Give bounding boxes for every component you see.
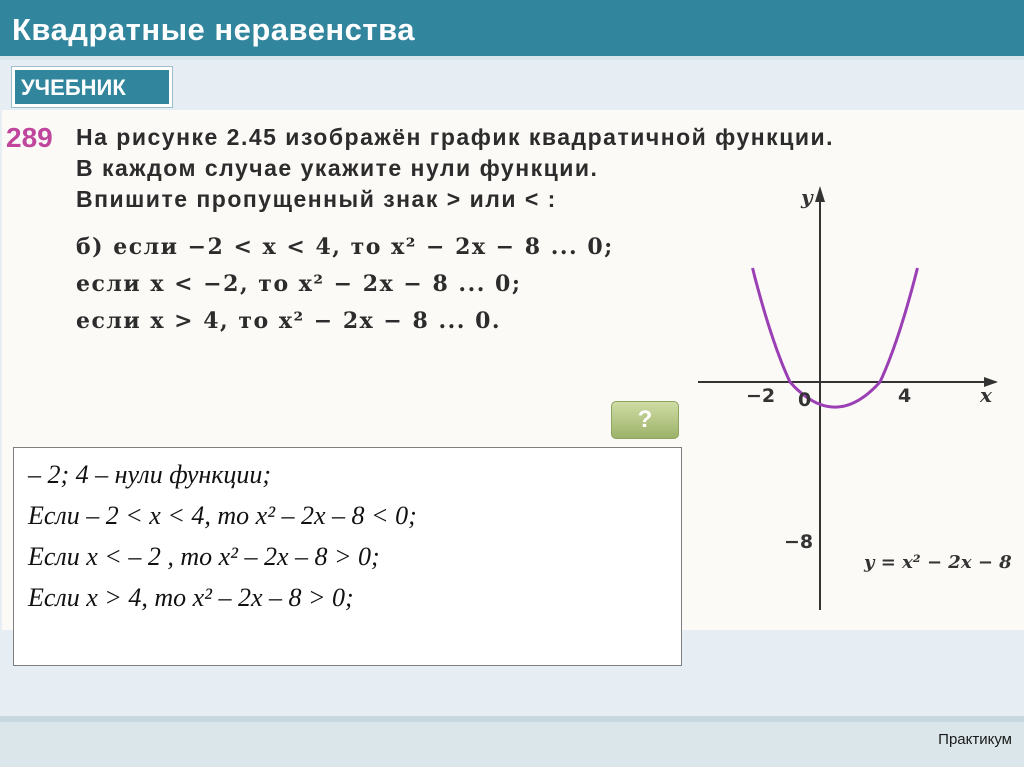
problem-number: 289 (6, 122, 53, 153)
x-axis-label: x (980, 383, 992, 407)
footer-label: Практикум (938, 731, 1012, 748)
answer-line-3: Если x < – 2 , то x² – 2x – 8 > 0; (28, 542, 380, 571)
tick-label-0: 0 (798, 389, 812, 411)
problem-part-b-2: если x < −2, то x² − 2x − 8 ... 0; (76, 271, 522, 297)
problem-part-b-3: если x > 4, то x² − 2x − 8 ... 0. (76, 308, 502, 334)
textbook-tag (11, 66, 173, 108)
hint-button[interactable]: ? (611, 401, 679, 439)
answer-line-1: – 2; 4 – нули функции; (28, 460, 272, 489)
problem-part-b-1: б) если −2 < x < 4, то x² − 2x − 8 ... 0; (76, 234, 614, 260)
tick-label-4: 4 (898, 385, 912, 407)
tick-label-neg8: −8 (784, 531, 814, 553)
tick-label-neg2: −2 (746, 385, 776, 407)
y-axis-label: y (801, 185, 813, 209)
footer-bar (0, 716, 1024, 767)
y-axis-arrow (815, 186, 825, 202)
answer-line-2: Если – 2 < x < 4, то x² – 2x – 8 < 0; (28, 501, 417, 530)
parabola-curve (753, 268, 918, 407)
problem-line-2: В каждом случае укажите нули функции. (76, 155, 599, 181)
slide-title: Квадратные неравенства (12, 12, 415, 47)
answer-box (13, 447, 682, 666)
textbook-tag-label: УЧЕБНИК (15, 70, 169, 104)
footer-divider (0, 716, 1024, 722)
problem-line-3: Впишите пропущенный знак > или < : (76, 186, 557, 212)
equation-label: y = x² − 2x − 8 (864, 552, 1012, 573)
parabola-graph (690, 180, 1024, 620)
header-divider (0, 56, 1024, 60)
problem-line-1: На рисунке 2.45 изображён график квадратичной функции. (76, 124, 834, 150)
answer-line-4: Если x > 4, то x² – 2x – 8 > 0; (28, 583, 354, 612)
